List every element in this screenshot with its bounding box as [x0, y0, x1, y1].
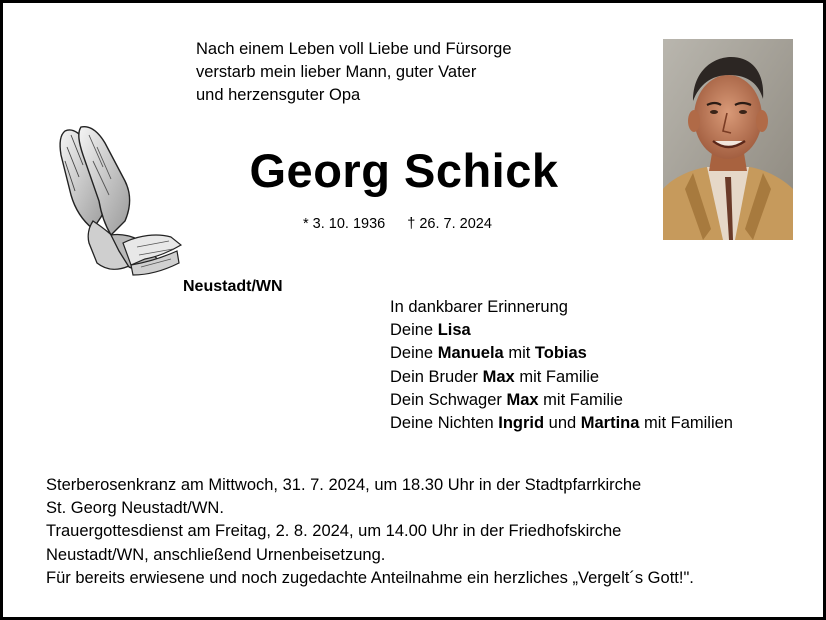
mourner-suffix: mit Familie: [514, 367, 600, 386]
service-notice: [46, 474, 694, 590]
notice-line: St. Georg Neustadt/WN.: [46, 499, 224, 518]
life-dates: [303, 216, 492, 232]
notice-line: Für bereits erwiesene und noch zugedachte Anteilnahme ein herzliches „Vergelt´s Gott!".: [46, 568, 694, 587]
mourner-suffix: mit Familien: [639, 414, 733, 433]
mourner-row: [390, 319, 733, 342]
mourner-connector: mit: [503, 344, 535, 363]
mourner-name: Tobias: [534, 344, 587, 363]
mourner-relation: Deine Nichten: [390, 414, 499, 433]
place-name: Neustadt/WN: [183, 278, 283, 295]
intro-text: [196, 38, 512, 107]
portrait-photo: [663, 39, 793, 240]
mourner-row: [390, 389, 733, 412]
death-date: † 26. 7. 2024: [407, 216, 492, 232]
mourner-name: Max: [482, 367, 515, 386]
mourner-relation: Deine: [390, 344, 438, 363]
mourner-relation: Deine: [390, 321, 438, 340]
mourner-connector: und: [544, 414, 581, 433]
mourner-row: [390, 366, 733, 389]
mourner-row: [390, 342, 733, 365]
notice-line: Trauergottesdienst am Freitag, 2. 8. 2024, um 14.00 Uhr in der Friedhofskirche: [46, 522, 622, 541]
mourner-relation: Dein Bruder: [390, 367, 483, 386]
mourner-suffix: mit Familie: [538, 390, 623, 409]
mourners-intro: In dankbarer Erinnerung: [390, 298, 568, 316]
mourner-name: Lisa: [437, 321, 471, 340]
notice-line: Neustadt/WN, anschließend Urnenbeisetzung.: [46, 545, 386, 564]
mourner-name: Max: [506, 390, 539, 409]
mourner-relation: Dein Schwager: [390, 390, 507, 409]
notice-line: Sterberosenkranz am Mittwoch, 31. 7. 2024, um 18.30 Uhr in der Stadtpfarrkirche: [46, 476, 642, 494]
intro-line: Nach einem Leben voll Liebe und Fürsorge: [196, 40, 512, 58]
mourner-name: Manuela: [437, 344, 504, 363]
mourner-name: Martina: [580, 414, 640, 433]
intro-line: und herzensguter Opa: [196, 86, 361, 104]
deceased-name-text: Georg Schick: [249, 144, 559, 197]
birth-date: * 3. 10. 1936: [303, 216, 386, 232]
mourner-row: [390, 412, 733, 435]
mourner-name: Ingrid: [498, 414, 545, 433]
mourners-list: [390, 296, 733, 435]
intro-line: verstarb mein lieber Mann, guter Vater: [196, 63, 477, 81]
